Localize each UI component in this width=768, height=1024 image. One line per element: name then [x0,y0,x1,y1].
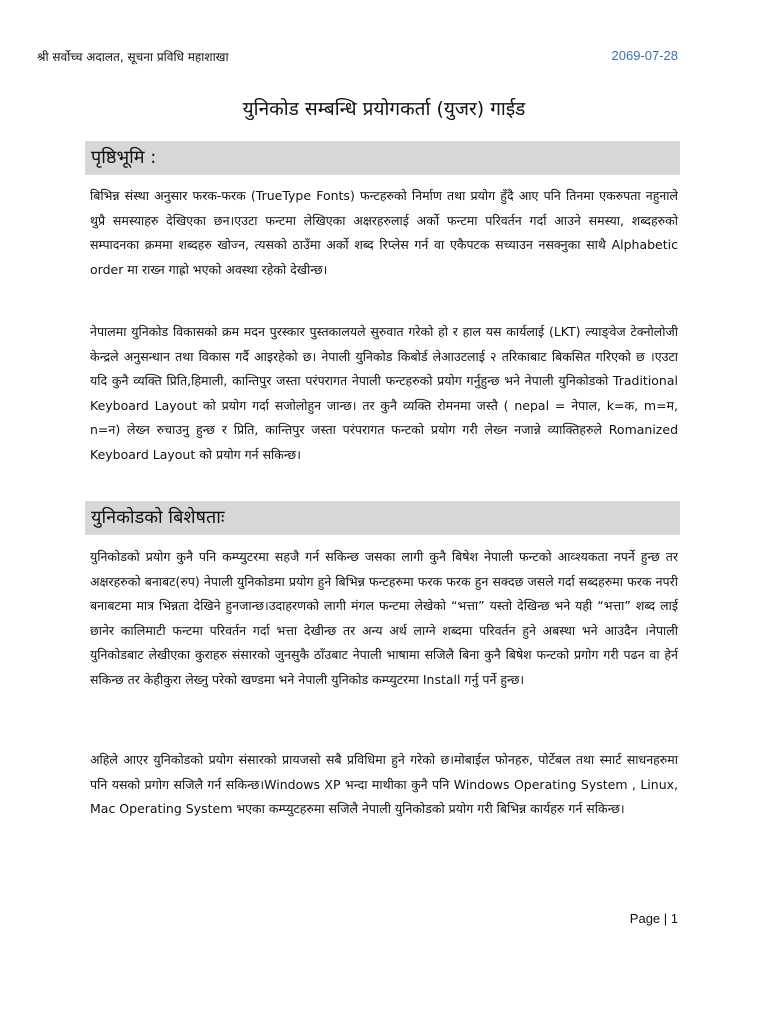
header-office-name: श्री सर्वोच्च अदालत, सूचना प्रविधि महाशाखा [37,50,229,64]
document-title: युनिकोड सम्बन्धि प्रयोगकर्ता (युजर) गाईड [242,98,526,120]
section-heading-features: युनिकोडको बिशेषताः [85,501,680,535]
section-heading-background: पृष्ठिभूमि : [85,141,680,175]
header-date: 2069-07-28 [611,48,678,63]
paragraph-background-1: बिभिन्न संस्था अनुसार फरक-फरक (TrueType Fonts) फन्टहरुको निर्माण तथा प्रयोग हुँदै आए पनि तिनमा एकरुपता नहुनाले थुप्रै समस्याहरु देखिएका छन।एउटा फन्टमा लेखिएका अक्षरहरुलाई अर्को फन्टमा परिवर्तन गर्दा आउने समस्या, शब्दहरुको सम्पादनका क्रममा शब्दहरु खोज्न, त्यसको ठाउँमा अर्को शब्द रिप्लेस गर्न वा एकैपटक सच्याउन नसक्नुका साथै Alphabetic order मा राख्न गाह्रो भएको अवस्था रहेको देखीन्छ। [90,188,678,277]
paragraph-features-2: अहिले आएर युनिकोडको प्रयोग संसारको प्रायजसो सबै प्रविधिमा हुने गरेको छ।मोबाईल फोनहरु, पोर्टेबल तथा स्मार्ट साधनहरुमा पनि यसको प्रगोग सजिलै गर्न सकिन्छ।Windows XP भन्दा माथीका कुनै पनि Windows Operating System , Linux, Mac Operating System भएका कम्प्युटहरुमा सजिलै नेपाली युनिकोडको प्रयोग गरी बिभिन्न कार्यहरु गर्न सकिन्छ। [90,752,678,816]
paragraph-features-1: युनिकोडको प्रयोग कुनै पनि कम्प्युटरमा सहजै गर्न सकिन्छ जसका लागी कुनै बिषेश नेपाली फन्टको आव्श्यकता नपर्ने हुन्छ तर अक्षरहरुको बनाबट(रुप) नेपाली युनिकोडमा प्रयोग हुने बिभिन्न फन्टहरुमा फरक फरक हुन सक्दछ जसले गर्दा सब्दहरुमा फरक नपरी बनाबटमा मात्र भिन्नता देखिने हुनजान्छ।उदाहरणको लागी मंगल फन्टमा लेखेको “भत्ता” यस्तो देखिन्छ भने यही “भत्ता” शब्द लाई छानेर कालिमाटी फन्टमा परिवर्तन गर्दा भत्ता देखीन्छ तर अन्य अर्थ लाग्ने शब्दमा परिवर्तन हुने अबस्था भने आउदैन ।नेपाली युनिकोडबाट लेखीएका कुराहरु संसारको जुनसुकै ठाँउबाट नेपाली भाषामा सजिलै बिना कुनै बिषेश फन्टको प्रगोग गरी पढन वा हेर्न सकिन्छ तर केहीकुरा लेख्नु परेको खण्डमा भने नेपाली युनिकोड कम्प्युटरमा Install गर्नु पर्ने हुन्छ। [90,549,678,687]
page-number: Page | 1 [629,911,678,926]
paragraph-background-2: नेपालमा युनिकोड विकासको क्रम मदन पुरस्कार पुस्तकालयले सुरुवात गरेको हो र हाल यस कार्यलाई (LKT) ल्याङ्वेज टेक्नोलोजी केन्द्रले अनुसन्धान तथा विकास गर्दै आइरहेको छ। नेपाली युनिकोड किबोर्ड लेआउटलाई २ तरिकाबाट बिकसित गरिएको छ ।एउटा यदि कुनै व्यक्ति प्रिति,हिमाली, कान्तिपुर जस्ता परंपरागत नेपाली फन्टहरुको प्रयोग गर्नुहुन्छ भने नेपाली युनिकोडको Traditional Keyboard Layout को प्रयोग गर्दा सजोलोहुन जान्छ। तर कुनै व्यक्ति रोमनमा जस्तै ( nepal = नेपाल, k=क, m=म, n=न) लेख्न रुचाउनु हुन्छ र प्रिति, कान्तिपुर जस्ता परंपरागत फन्टको प्रयोग गरी लेख्न नजान्ने व्याक्तिहरुले Romanized Keyboard Layout को प्रयोग गर्न सकिन्छ। [90,324,678,462]
